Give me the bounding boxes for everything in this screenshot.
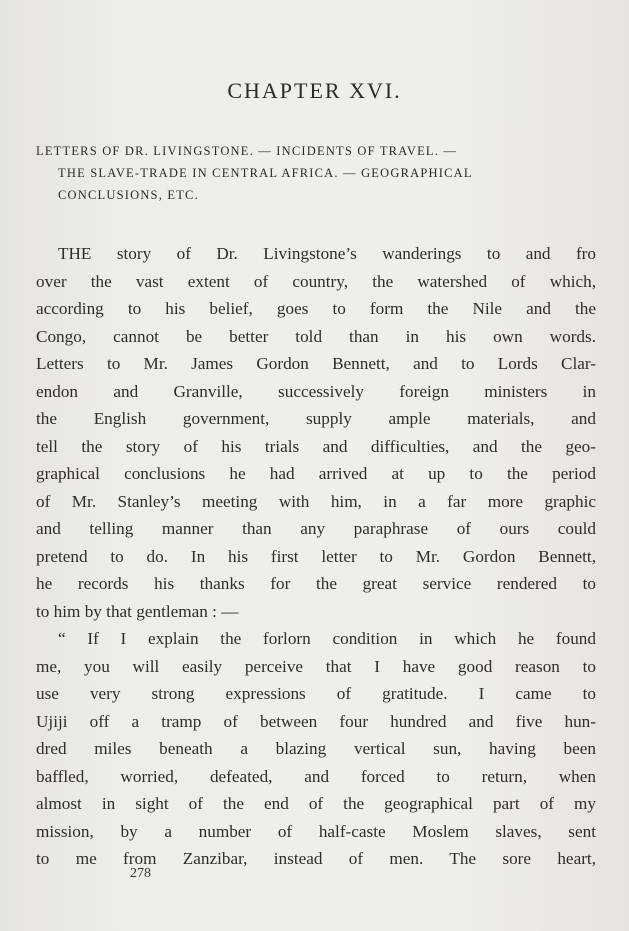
summary-line: LETTERS OF DR. LIVINGSTONE. — INCIDENTS OF TRAVEL. — <box>36 144 458 158</box>
chapter-summary <box>36 140 596 206</box>
text-line: Ujiji off a tramp of between four hundred and five hun- <box>36 711 596 731</box>
text-line: Letters to Mr. James Gordon Bennett, and to Lords Clar- <box>36 354 596 373</box>
text-line: to him by that gentleman : — <box>36 601 239 621</box>
text-line: Congo, cannot be better told than in his own words. <box>36 326 596 346</box>
text-line: pretend to do. In his first letter to Mr. Gordon Bennett, <box>36 546 596 566</box>
text-line: “ If I explain the forlorn condition in which he found <box>58 629 596 648</box>
text-line: tell the story of his trials and difficulties, and the geo- <box>36 436 596 456</box>
summary-line: THE SLAVE-TRADE IN CENTRAL AFRICA. — GEOGRAPHICAL <box>58 166 473 180</box>
text-line: almost in sight of the end of the geographical part of my <box>36 794 596 813</box>
text-line: me, you will easily perceive that I have good reason to <box>36 656 596 676</box>
text-line: baffled, worried, defeated, and forced to return, when <box>36 766 596 786</box>
text-line: according to his belief, goes to form the Nile and the <box>36 299 596 318</box>
summary-line: CONCLUSIONS, ETC. <box>58 188 199 202</box>
text-line: over the vast extent of country, the watershed of which, <box>36 271 596 291</box>
page-number: 278 <box>130 866 151 881</box>
text-line: dred miles beneath a blazing vertical sun, having been <box>36 739 596 758</box>
text-line: graphical conclusions he had arrived at up to the period <box>36 464 596 483</box>
text-line: he records his thanks for the great service rendered to <box>36 574 596 593</box>
text-line: use very strong expressions of gratitude. I came to <box>36 684 596 703</box>
text-line: and telling manner than any paraphrase of ours could <box>36 519 596 538</box>
text-line: THE story of Dr. Livingstone’s wanderings to and fro <box>58 244 596 263</box>
chapter-heading: CHAPTER XVI. <box>227 78 402 103</box>
body-text <box>36 240 596 873</box>
text-line: to me from Zanzibar, instead of men. The sore heart, <box>36 849 596 868</box>
text-line: endon and Granville, successively foreign ministers in <box>36 381 596 401</box>
text-line: of Mr. Stanley’s meeting with him, in a far more graphic <box>36 491 596 511</box>
text-line: the English government, supply ample materials, and <box>36 409 596 428</box>
text-line: mission, by a number of half-caste Moslem slaves, sent <box>36 821 596 841</box>
